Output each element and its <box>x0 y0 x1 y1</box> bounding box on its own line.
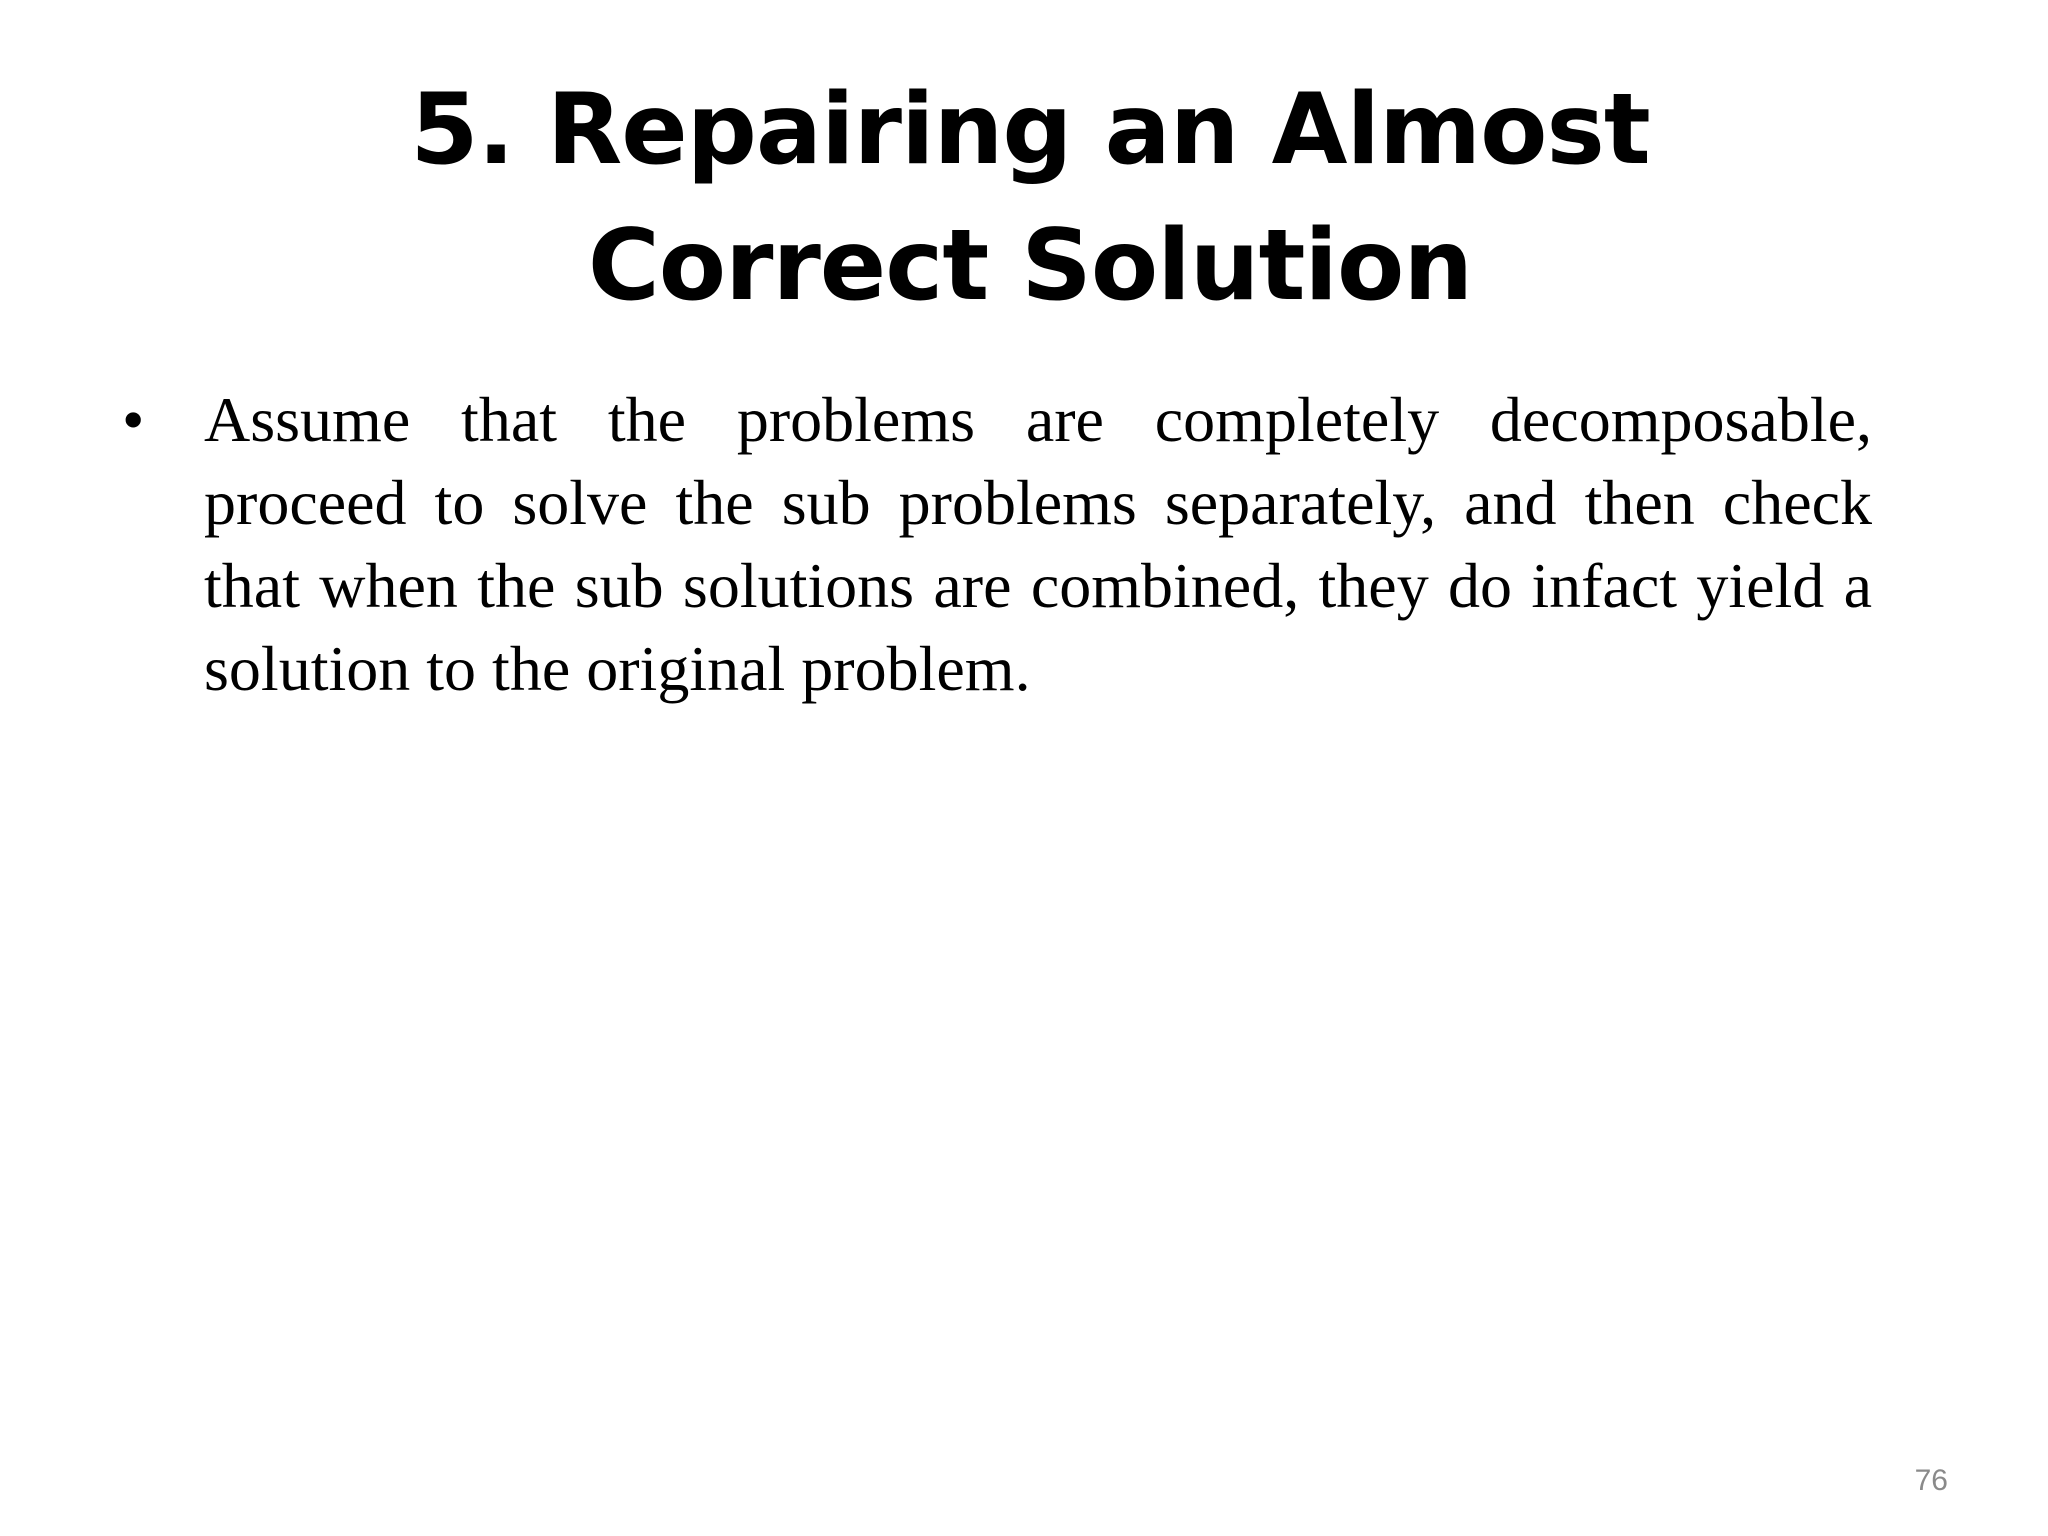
bullet-list <box>110 378 1872 710</box>
bullet-text: Assume that the problems are completely decomposable, proceed to solve the sub problems separately, and then check that when the sub solutions are combined, they do infact yield a solution to the original problem. <box>204 384 1872 704</box>
bullet-item <box>110 378 1872 710</box>
slide-title: 5. Repairing an Almost Correct Solution <box>410 73 1650 323</box>
page-number: 76 <box>1914 1464 1948 1497</box>
bullet-icon: • <box>122 384 145 455</box>
